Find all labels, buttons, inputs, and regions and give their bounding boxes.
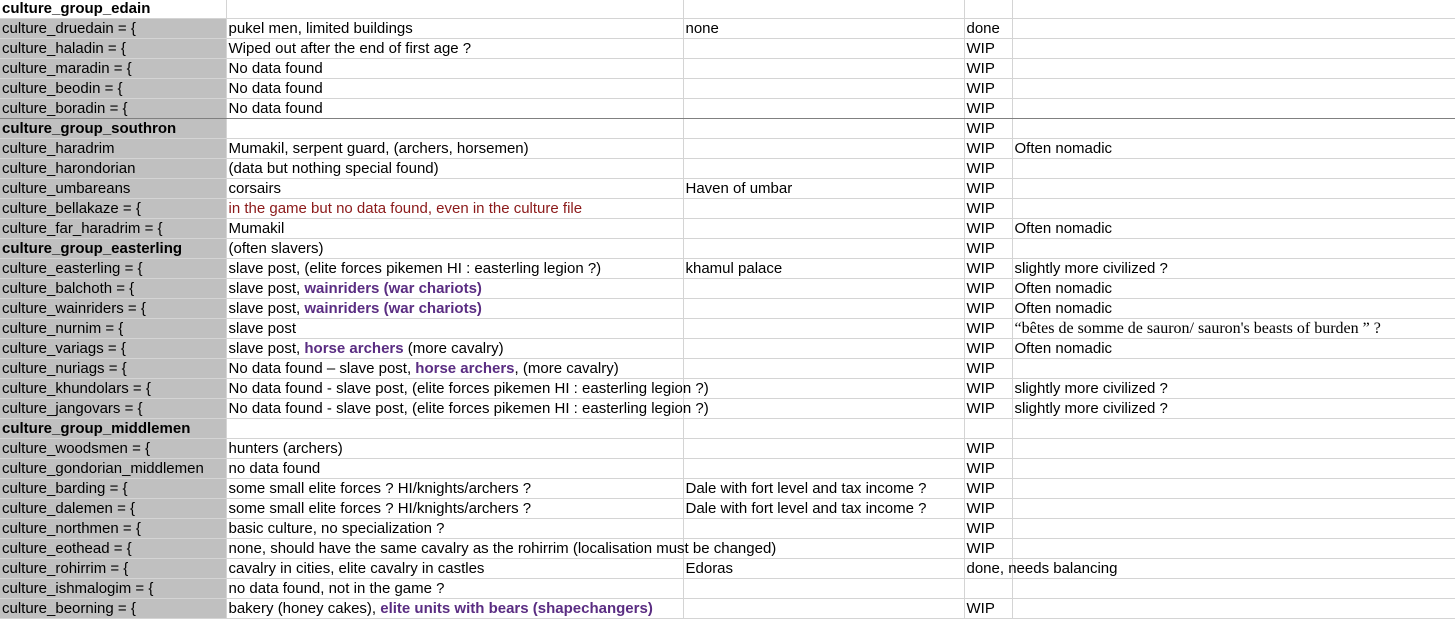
cell-status[interactable]: WIP (964, 199, 1012, 219)
cell-status[interactable]: WIP (964, 79, 1012, 99)
cell-culture-name[interactable]: culture_barding = { (0, 479, 226, 499)
cell-notes[interactable] (1012, 39, 1455, 59)
table-row (0, 439, 1455, 459)
highlighted-text: horse archers (415, 360, 515, 377)
cell-status[interactable]: WIP (964, 399, 1012, 419)
table-row (0, 119, 1455, 139)
cell-status[interactable] (964, 0, 1012, 19)
cell-culture-name[interactable]: culture_maradin = { (0, 59, 226, 79)
cell-notes[interactable]: slightly more civilized ? (1012, 399, 1455, 419)
cell-culture-name[interactable]: culture_nurnim = { (0, 319, 226, 339)
cell-building[interactable]: Dale with fort level and tax income ? (683, 499, 964, 519)
cell-description[interactable]: No data found (226, 59, 683, 79)
cell-building[interactable] (683, 579, 964, 599)
cell-status[interactable]: WIP (964, 59, 1012, 79)
cell-building[interactable] (683, 439, 964, 459)
table-row (0, 579, 1455, 599)
table-row (0, 139, 1455, 159)
cell-status[interactable]: WIP (964, 479, 1012, 499)
cell-notes[interactable] (1012, 479, 1455, 499)
table-row (0, 499, 1455, 519)
cell-notes[interactable] (1012, 359, 1455, 379)
cell-notes[interactable]: “bêtes de somme de sauron/ sauron's beasts of burden ” ? (1012, 319, 1455, 339)
cell-description[interactable]: none, should have the same cavalry as the rohirrim (localisation must be changed) (226, 539, 683, 559)
cell-building[interactable] (683, 39, 964, 59)
cell-status[interactable] (964, 579, 1012, 599)
table-row (0, 59, 1455, 79)
cell-building[interactable] (683, 539, 964, 559)
cell-status[interactable]: WIP (964, 239, 1012, 259)
cell-building[interactable] (683, 379, 964, 399)
table-row (0, 519, 1455, 539)
cell-description[interactable] (226, 419, 683, 439)
cell-building[interactable] (683, 319, 964, 339)
cell-building[interactable] (683, 59, 964, 79)
table-row (0, 539, 1455, 559)
table-row (0, 319, 1455, 339)
table-row (0, 159, 1455, 179)
cell-building[interactable] (683, 399, 964, 419)
table-row (0, 179, 1455, 199)
cell-description[interactable]: slave post (226, 319, 683, 339)
cell-status[interactable]: WIP (964, 259, 1012, 279)
cell-building[interactable] (683, 219, 964, 239)
table-row (0, 259, 1455, 279)
cell-building[interactable] (683, 79, 964, 99)
cell-culture-name[interactable]: culture_group_southron (0, 119, 226, 139)
highlighted-text: horse archers (304, 340, 404, 357)
table-row (0, 379, 1455, 399)
cell-description[interactable] (226, 299, 683, 319)
cell-description[interactable]: some small elite forces ? HI/knights/archers ? (226, 479, 683, 499)
cell-building[interactable] (683, 519, 964, 539)
table-row (0, 299, 1455, 319)
cell-culture-name[interactable]: culture_umbareans (0, 179, 226, 199)
cell-notes[interactable]: Often nomadic (1012, 339, 1455, 359)
cell-description[interactable]: pukel men, limited buildings (226, 19, 683, 39)
cell-notes[interactable] (1012, 59, 1455, 79)
cell-text: slave post, (228, 300, 305, 317)
cell-text: (more cavalry) (403, 340, 504, 357)
cell-notes[interactable] (1012, 99, 1455, 119)
cell-description[interactable]: no data found (226, 459, 683, 479)
cell-description[interactable]: (often slavers) (226, 239, 683, 259)
cell-description[interactable]: hunters (archers) (226, 439, 683, 459)
cell-culture-name[interactable]: culture_beorning = { (0, 599, 226, 619)
cell-status[interactable]: WIP (964, 319, 1012, 339)
cell-status[interactable]: WIP (964, 299, 1012, 319)
cell-notes[interactable] (1012, 439, 1455, 459)
cell-description[interactable]: No data found (226, 99, 683, 119)
cell-description[interactable] (226, 0, 683, 19)
cell-notes[interactable] (1012, 599, 1455, 619)
cell-building[interactable] (683, 279, 964, 299)
cell-notes[interactable]: Often nomadic (1012, 299, 1455, 319)
cell-culture-name[interactable]: culture_balchoth = { (0, 279, 226, 299)
cell-building[interactable]: Edoras (683, 559, 964, 579)
cell-description[interactable]: (data but nothing special found) (226, 159, 683, 179)
table-row (0, 39, 1455, 59)
cell-notes[interactable] (1012, 419, 1455, 439)
cell-notes[interactable] (1012, 119, 1455, 139)
table-row (0, 479, 1455, 499)
cell-description[interactable]: No data found - slave post, (elite forces pikemen HI : easterling legion ?) (226, 399, 683, 419)
cell-building[interactable]: Haven of umbar (683, 179, 964, 199)
cell-building[interactable] (683, 139, 964, 159)
cell-status[interactable]: WIP (964, 339, 1012, 359)
cell-building[interactable]: Dale with fort level and tax income ? (683, 479, 964, 499)
cell-status[interactable]: WIP (964, 599, 1012, 619)
table-row (0, 459, 1455, 479)
cell-status[interactable]: WIP (964, 279, 1012, 299)
cell-status[interactable]: WIP (964, 179, 1012, 199)
cell-culture-name[interactable]: culture_eothead = { (0, 539, 226, 559)
cell-notes[interactable] (1012, 19, 1455, 39)
cell-status[interactable]: done, needs balancing (964, 559, 1012, 579)
table-row (0, 279, 1455, 299)
cell-status[interactable]: WIP (964, 159, 1012, 179)
cell-status[interactable]: WIP (964, 499, 1012, 519)
cell-building[interactable] (683, 99, 964, 119)
cell-status[interactable]: done (964, 19, 1012, 39)
cell-description[interactable]: Mumakil, serpent guard, (archers, horsemen) (226, 139, 683, 159)
cell-status[interactable]: WIP (964, 219, 1012, 239)
table-row (0, 339, 1455, 359)
table-row (0, 99, 1455, 119)
cell-notes[interactable] (1012, 459, 1455, 479)
cell-notes[interactable]: Often nomadic (1012, 219, 1455, 239)
cell-notes[interactable]: slightly more civilized ? (1012, 259, 1455, 279)
highlighted-text: wainriders (war chariots) (304, 280, 482, 297)
cell-culture-name[interactable]: culture_beodin = { (0, 79, 226, 99)
cell-status[interactable]: WIP (964, 459, 1012, 479)
table-row (0, 19, 1455, 39)
cell-status[interactable]: WIP (964, 39, 1012, 59)
cell-notes[interactable] (1012, 519, 1455, 539)
cell-culture-name[interactable]: culture_druedain = { (0, 19, 226, 39)
cell-description[interactable] (226, 119, 683, 139)
cell-text: slave post, (228, 340, 305, 357)
cell-culture-name[interactable]: culture_haradrim (0, 139, 226, 159)
cell-culture-name[interactable]: culture_harondorian (0, 159, 226, 179)
cell-status[interactable]: WIP (964, 379, 1012, 399)
cell-notes[interactable] (1012, 199, 1455, 219)
table-row (0, 599, 1455, 619)
cell-building[interactable] (683, 599, 964, 619)
cell-description[interactable]: Wiped out after the end of first age ? (226, 39, 683, 59)
table-row (0, 79, 1455, 99)
cell-building[interactable] (683, 119, 964, 139)
cell-description[interactable]: some small elite forces ? HI/knights/archers ? (226, 499, 683, 519)
cell-description[interactable]: No data found - slave post, (elite forces pikemen HI : easterling legion ?) (226, 379, 683, 399)
cell-notes[interactable]: Often nomadic (1012, 279, 1455, 299)
cell-status[interactable]: WIP (964, 539, 1012, 559)
highlighted-text: wainriders (war chariots) (304, 300, 482, 317)
cell-status[interactable]: WIP (964, 139, 1012, 159)
cell-text: bakery (honey cakes), (228, 600, 381, 617)
cell-culture-name[interactable]: culture_ishmalogim = { (0, 579, 226, 599)
cell-culture-name[interactable]: culture_far_haradrim = { (0, 219, 226, 239)
cell-notes[interactable] (1012, 179, 1455, 199)
cell-description[interactable]: in the game but no data found, even in the culture file (226, 199, 683, 219)
cell-text: slave post, (228, 280, 305, 297)
cell-building[interactable] (683, 159, 964, 179)
cell-culture-name[interactable]: culture_group_easterling (0, 239, 226, 259)
cell-building[interactable] (683, 459, 964, 479)
cell-description[interactable]: cavalry in cities, elite cavalry in castles (226, 559, 683, 579)
cell-notes[interactable]: slightly more civilized ? (1012, 379, 1455, 399)
cell-culture-name[interactable]: culture_rohirrim = { (0, 559, 226, 579)
cell-notes[interactable] (1012, 579, 1455, 599)
cell-description[interactable] (226, 599, 683, 619)
highlighted-text: elite units with bears (shapechangers) (380, 600, 653, 617)
cell-building[interactable] (683, 0, 964, 19)
cell-description[interactable]: corsairs (226, 179, 683, 199)
cell-building[interactable]: khamul palace (683, 259, 964, 279)
cell-status[interactable]: WIP (964, 519, 1012, 539)
cell-description[interactable]: slave post, (elite forces pikemen HI : easterling legion ?) (226, 259, 683, 279)
table-row (0, 559, 1455, 579)
table-row (0, 419, 1455, 439)
cell-notes[interactable] (1012, 499, 1455, 519)
cell-building[interactable] (683, 339, 964, 359)
cell-culture-name[interactable]: culture_dalemen = { (0, 499, 226, 519)
cell-description[interactable] (226, 359, 683, 379)
cell-notes[interactable] (1012, 559, 1455, 579)
cell-culture-name[interactable]: culture_easterling = { (0, 259, 226, 279)
cell-culture-name[interactable]: culture_boradin = { (0, 99, 226, 119)
cell-culture-name[interactable]: culture_group_middlemen (0, 419, 226, 439)
cell-culture-name[interactable]: culture_variags = { (0, 339, 226, 359)
table-row (0, 199, 1455, 219)
cell-description[interactable]: No data found (226, 79, 683, 99)
table-row (0, 359, 1455, 379)
cell-culture-name[interactable]: culture_woodsmen = { (0, 439, 226, 459)
table-row (0, 219, 1455, 239)
cell-notes[interactable] (1012, 539, 1455, 559)
cell-notes[interactable] (1012, 159, 1455, 179)
cell-notes[interactable] (1012, 239, 1455, 259)
cell-status[interactable]: WIP (964, 359, 1012, 379)
cell-description[interactable]: basic culture, no specialization ? (226, 519, 683, 539)
table-row (0, 399, 1455, 419)
cell-building[interactable] (683, 239, 964, 259)
cell-culture-name[interactable]: culture_jangovars = { (0, 399, 226, 419)
cell-culture-name[interactable]: culture_gondorian_middlemen (0, 459, 226, 479)
cell-status[interactable]: WIP (964, 119, 1012, 139)
cell-culture-name[interactable]: culture_haladin = { (0, 39, 226, 59)
cell-description[interactable]: no data found, not in the game ? (226, 579, 683, 599)
cell-status[interactable]: WIP (964, 439, 1012, 459)
cell-description[interactable] (226, 279, 683, 299)
cell-culture-name[interactable]: culture_bellakaze = { (0, 199, 226, 219)
cell-culture-name[interactable]: culture_group_edain (0, 0, 226, 19)
cell-culture-name[interactable]: culture_northmen = { (0, 519, 226, 539)
table-row (0, 239, 1455, 259)
cell-building[interactable] (683, 359, 964, 379)
cell-building[interactable] (683, 419, 964, 439)
cell-culture-name[interactable]: culture_wainriders = { (0, 299, 226, 319)
cell-building[interactable] (683, 199, 964, 219)
cell-status[interactable]: WIP (964, 99, 1012, 119)
cell-notes[interactable]: Often nomadic (1012, 139, 1455, 159)
cell-text: , (more cavalry) (514, 360, 619, 377)
cell-culture-name[interactable]: culture_khundolars = { (0, 379, 226, 399)
cell-status[interactable] (964, 419, 1012, 439)
cell-notes[interactable] (1012, 79, 1455, 99)
cell-building[interactable]: none (683, 19, 964, 39)
cell-description[interactable]: Mumakil (226, 219, 683, 239)
cell-culture-name[interactable]: culture_nuriags = { (0, 359, 226, 379)
cell-description[interactable] (226, 339, 683, 359)
cell-notes[interactable] (1012, 0, 1455, 19)
cell-building[interactable] (683, 299, 964, 319)
cell-text: No data found – slave post, (228, 360, 416, 377)
table-row (0, 0, 1455, 19)
